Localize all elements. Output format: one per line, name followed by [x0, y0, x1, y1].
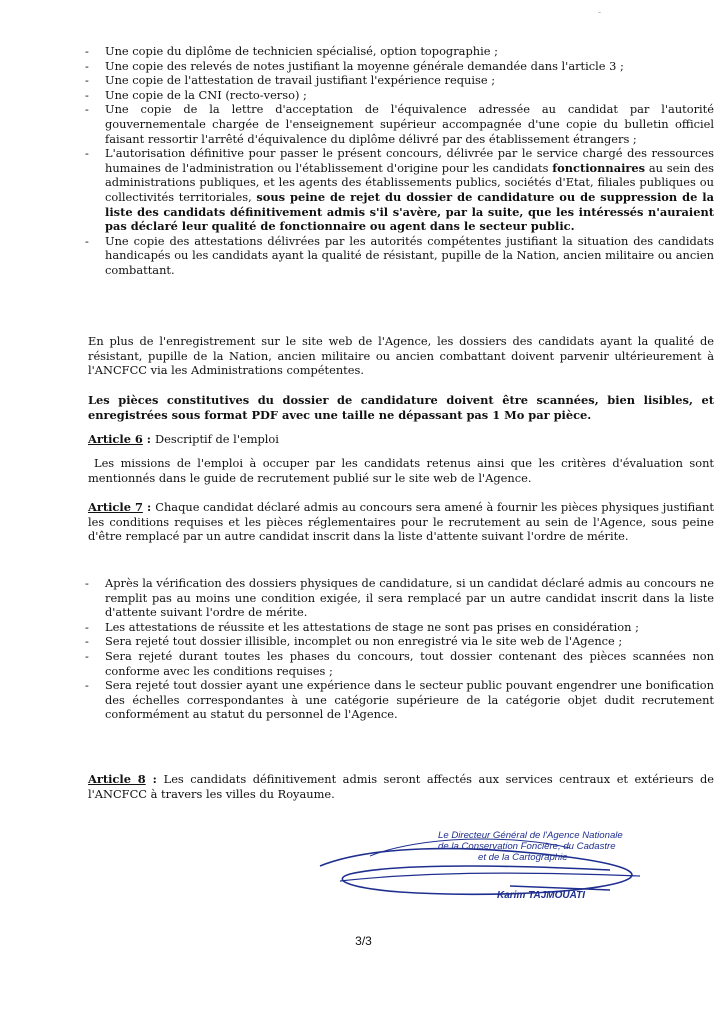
list-item: [88, 59, 714, 74]
article-6-label: Article 6: [88, 432, 143, 446]
list-item-text: L'autorisation définitive pour passer le présent concours, délivrée par le service chargé des ressources humaines de l'administration ou l'établissement d'origine pour les candidats: [105, 146, 714, 175]
article-6-title: Descriptif de l'emploi: [154, 432, 279, 446]
article-6-text: Les missions de l'emploi à occuper par les candidats retenus ainsi que les critères d'évaluation sont mentionnés dans le guide de recrutement publié sur le site web de l'Agence.: [88, 456, 714, 485]
scan-mark: -: [598, 8, 602, 18]
article-6-body: [88, 456, 714, 485]
list-item-text: Une copie de la CNI (recto-verso) ;: [105, 87, 307, 102]
list-item-bold-text: sous peine de rejet du dossier de candidature ou de suppression de la liste des candidats définitivement admis s'il s'avère, par la suite, que les intéressés n'auraient pas déclaré leur qualité de fonctionnaire ou agent dans le secteur public.: [105, 189, 714, 234]
article-8-label: Article 8: [88, 772, 146, 786]
required-documents-section: [88, 44, 714, 278]
article-7-colon: :: [142, 500, 156, 514]
list-item: [88, 234, 714, 278]
verification-rules-section: [88, 576, 714, 722]
article-8-colon: :: [145, 772, 164, 786]
scan-requirements-paragraph: [88, 393, 714, 422]
list-item: [88, 576, 714, 620]
article-6-heading: [88, 432, 714, 447]
list-item-text: Une copie de l'attestation de travail justifiant l'expérience requise ;: [105, 73, 496, 88]
list-item-text: Une copie des relevés de notes justifiant la moyenne générale demandée dans l'article 3 ;: [105, 58, 624, 73]
registration-paragraph: [88, 334, 714, 378]
list-item: [88, 102, 714, 146]
signatory-title-line: et de la Cartographie: [478, 852, 568, 863]
article-6-colon: :: [142, 432, 155, 446]
list-item-text: Une copie des attestations délivrées par les autorités compétentes justifiant la situation des candidats handicapés ou les candidats ayant la qualité de résistant, pupille de la Nation, ancien militaire ou ancien combattant.: [105, 233, 714, 277]
list-item: [88, 678, 714, 722]
list-item-text: au sein des administrations publiques, et les agents des établissements publics, sociétés d'Etat, filiales publiques ou collectivités territoriales,: [105, 160, 714, 204]
article-7-text: Chaque candidat déclaré admis au concours sera amené à fournir les pièces physiques justifiant les conditions requises et les pièces réglementaires pour le recrutement au sein de l'Agence, sous peine d'être remplacé par un autre candidat inscrit dans la liste d'attente suivant l'ordre de mérite.: [88, 500, 714, 544]
signatory-title-line: de la Conservation Foncière, du Cadastre: [438, 841, 616, 852]
article-8-text: Les candidats définitivement admis seront affectés aux services centraux et extérieurs de l'ANCFCC à travers les villes du Royaume.: [88, 772, 714, 801]
list-item: [88, 634, 714, 649]
article-7: [88, 500, 714, 544]
signatory-title-line: Le Directeur Général de l'Agence Nationale: [438, 830, 623, 841]
list-item-bold-text: fonctionnaires: [552, 160, 646, 175]
list-item: [88, 88, 714, 103]
list-item-text: Une copie de la lettre d'acceptation de l'équivalence adressée au candidat par l'autorité gouvernementale chargée de l'enseignement supérieur accompagnée d'une copie du bulletin officiel faisant ressortir l'arrêté d'équivalence du diplôme délivré par des établissement étrangers ;: [105, 102, 714, 146]
signatory-title: [438, 830, 658, 863]
list-item: [88, 44, 714, 59]
article-8: [88, 772, 714, 801]
verification-rules-list: [88, 576, 714, 722]
required-documents-list: [88, 44, 714, 278]
list-item-text: Sera rejeté durant toutes les phases du concours, tout dossier contenant des pièces scannées non conforme avec les conditions requises ;: [105, 648, 714, 678]
list-item-text: Après la vérification des dossiers physiques de candidature, si un candidat déclaré admis au concours ne remplit pas au moins une condition exigée, il sera remplacé par un autre candidat inscrit dans la liste d'attente suivant l'ordre de mérite.: [105, 576, 714, 620]
list-item-text: Sera rejeté tout dossier illisible, incomplet ou non enregistré via le site web de l'Agence ;: [105, 634, 623, 649]
list-item: [88, 146, 714, 234]
list-item: [88, 73, 714, 88]
article-7-label: Article 7: [88, 500, 143, 514]
page-number: 3/3: [355, 934, 372, 948]
scan-requirements-text: Les pièces constitutives du dossier de candidature doivent être scannées, bien lisibles, et enregistrées sous format PDF avec une taille ne dépassant pas 1 Mo par pièce.: [88, 393, 714, 422]
registration-text: En plus de l'enregistrement sur le site web de l'Agence, les dossiers des candidats ayant la qualité de résistant, pupille de la Nation, ancien militaire ou ancien combattant doivent parvenir ultérieurement à l'ANCFCC via les Administrations compétentes.: [88, 334, 714, 378]
list-item-text: Les attestations de réussite et les attestations de stage ne sont pas prises en considération ;: [105, 619, 639, 634]
signatory-name: Karim TAJMOUATI: [497, 890, 585, 901]
list-item: [88, 649, 714, 678]
list-item: [88, 620, 714, 635]
list-item-text: Une copie du diplôme de technicien spécialisé, option topographie ;: [105, 44, 498, 58]
list-item-text: Sera rejeté tout dossier ayant une expérience dans le secteur public pouvant engendrer une bonification des échelles correspondantes à une catégorie supérieure de la catégorie objet dudit recrutement conformément au statut du personnel de l'Agence.: [105, 678, 714, 722]
